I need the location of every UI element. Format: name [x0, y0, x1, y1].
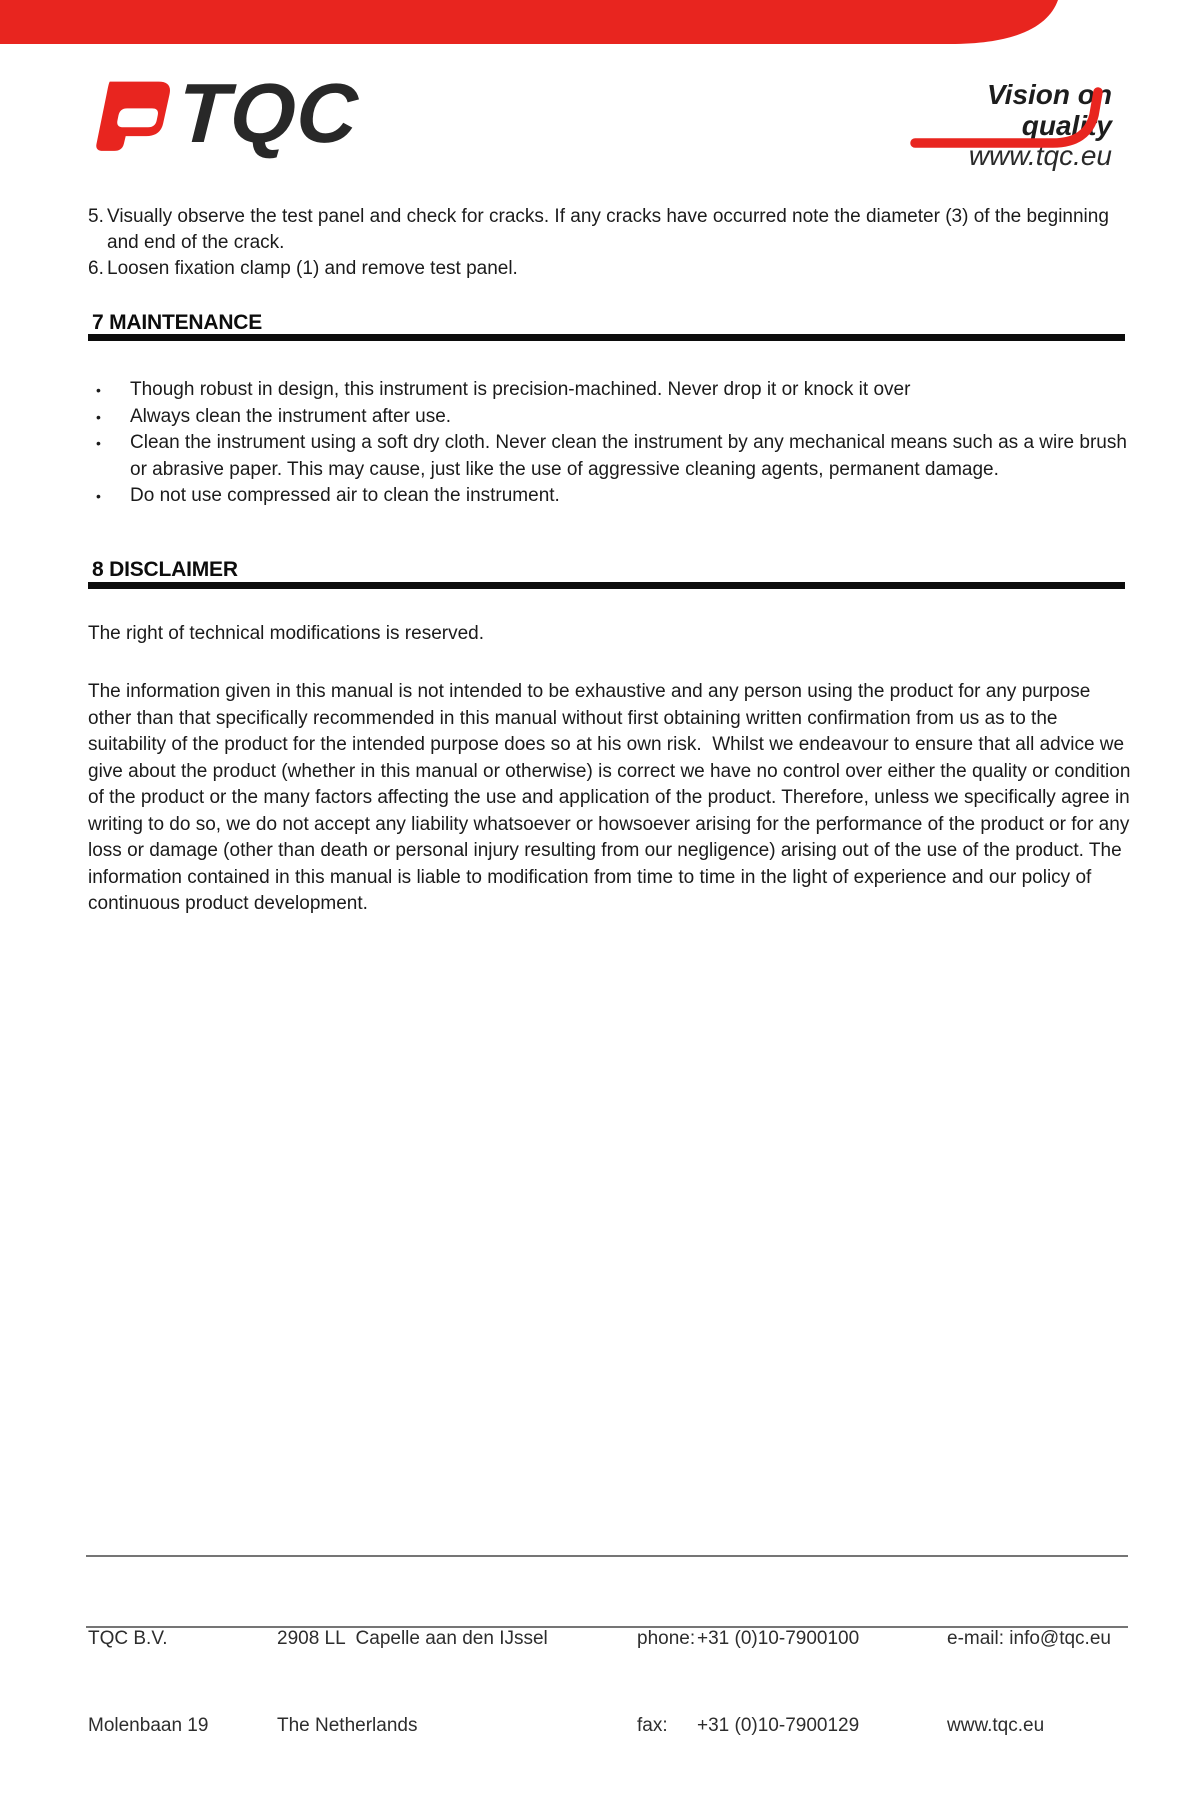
footer-fax-row — [637, 1711, 859, 1740]
bullet-icon: • — [96, 435, 101, 451]
footer-rule-bottom — [86, 1626, 1128, 1628]
disclaimer-paragraph: The information given in this manual is not intended to be exhaustive and any person using the product for any purpose other than that specifically recommended in this manual without first obtaining written confirmation from us as to the suitability of the product for the intended purpose does so at his own risk. Whilst we endeavour to ensure that all advice we give about the product (whether in this manual or otherwise) is correct we have no control over either the quality or condition of the product or the many factors affecting the use and application of the product. Therefore, unless we specifically agree in writing to do so, we do not accept any liability whatsoever or howsoever arising for the performance of the product or for any loss or damage (other than death or personal injury resulting from our negligence) arising out of the use of the product. The information contained in this manual is liable to modification from time to time in the light of experience and our policy of continuous product development. — [88, 681, 1136, 914]
footer-company-street: Molenbaan 19 — [88, 1715, 209, 1736]
swoosh-icon — [906, 80, 1116, 152]
list-item — [88, 256, 1132, 282]
heading-rule — [88, 334, 1125, 341]
bullet-item — [88, 404, 1132, 431]
tqc-logo-icon — [86, 80, 174, 152]
footer-fax-label: fax: — [637, 1715, 668, 1736]
footer-phone-value: +31 (0)10-7900100 — [697, 1628, 860, 1649]
bullet-text: Do not use compressed air to clean the instrument. — [130, 485, 560, 506]
bullet-text: Though robust in design, this instrument is precision-machined. Never drop it or knock it over — [130, 379, 911, 400]
banner-shape-icon — [0, 0, 1200, 46]
list-item-number: 6. — [88, 258, 104, 279]
footer-contact — [637, 1566, 859, 1798]
bullet-icon: • — [96, 382, 101, 398]
list-item — [88, 204, 1132, 256]
bullet-icon: • — [96, 488, 101, 504]
maintenance-bullets — [88, 377, 1132, 510]
footer-phone-row — [637, 1624, 859, 1653]
footer-website: www.tqc.eu — [947, 1715, 1045, 1736]
logo-text: TQC — [175, 66, 361, 160]
tagline-website: www.tqc.eu — [968, 140, 1112, 171]
bullet-item — [88, 483, 1132, 510]
footer-address — [277, 1566, 548, 1798]
footer-online — [947, 1566, 1111, 1798]
tagline-text: Vision on quality — [987, 79, 1112, 141]
bullet-text: Always clean the instrument after use. — [130, 405, 452, 427]
footer-company-name: TQC B.V. — [88, 1628, 168, 1649]
list-item-number: 5. — [88, 206, 104, 227]
list-item-text: Loosen fixation clamp (1) and remove test panel. — [107, 258, 518, 279]
footer-fax-value: +31 (0)10-7900129 — [697, 1715, 860, 1736]
footer-email: e-mail: info@tqc.eu — [947, 1628, 1111, 1649]
bullet-item — [88, 377, 1132, 404]
header-banner — [0, 0, 1200, 46]
footer-phone-label: phone: — [637, 1628, 696, 1649]
section-heading-maintenance: 7 MAINTENANCE — [92, 311, 263, 334]
section-heading-disclaimer: 8 DISCLAIMER — [92, 558, 238, 581]
footer-address-city: 2908 LL Capelle aan den IJssel — [277, 1628, 548, 1649]
bullet-text: Clean the instrument using a soft dry cloth. Never clean the instrument by any mechanical means such as a wire brush or abrasive paper. This may cause, just like the use of aggressive cleaning agents, permanent damage. — [130, 432, 1133, 480]
footer-company — [88, 1566, 208, 1798]
procedure-list — [88, 204, 1132, 282]
footer-address-country: The Netherlands — [277, 1715, 418, 1736]
bullet-icon: • — [96, 408, 101, 425]
footer-rule-top — [86, 1555, 1128, 1557]
bullet-item — [88, 430, 1132, 483]
list-item-text: Visually observe the test panel and check for cracks. If any cracks have occurred note the diameter (3) of the beginning and end of the crack. — [107, 206, 1115, 253]
heading-rule — [88, 582, 1125, 589]
disclaimer-paragraph: The right of technical modifications is reserved. — [88, 623, 485, 644]
